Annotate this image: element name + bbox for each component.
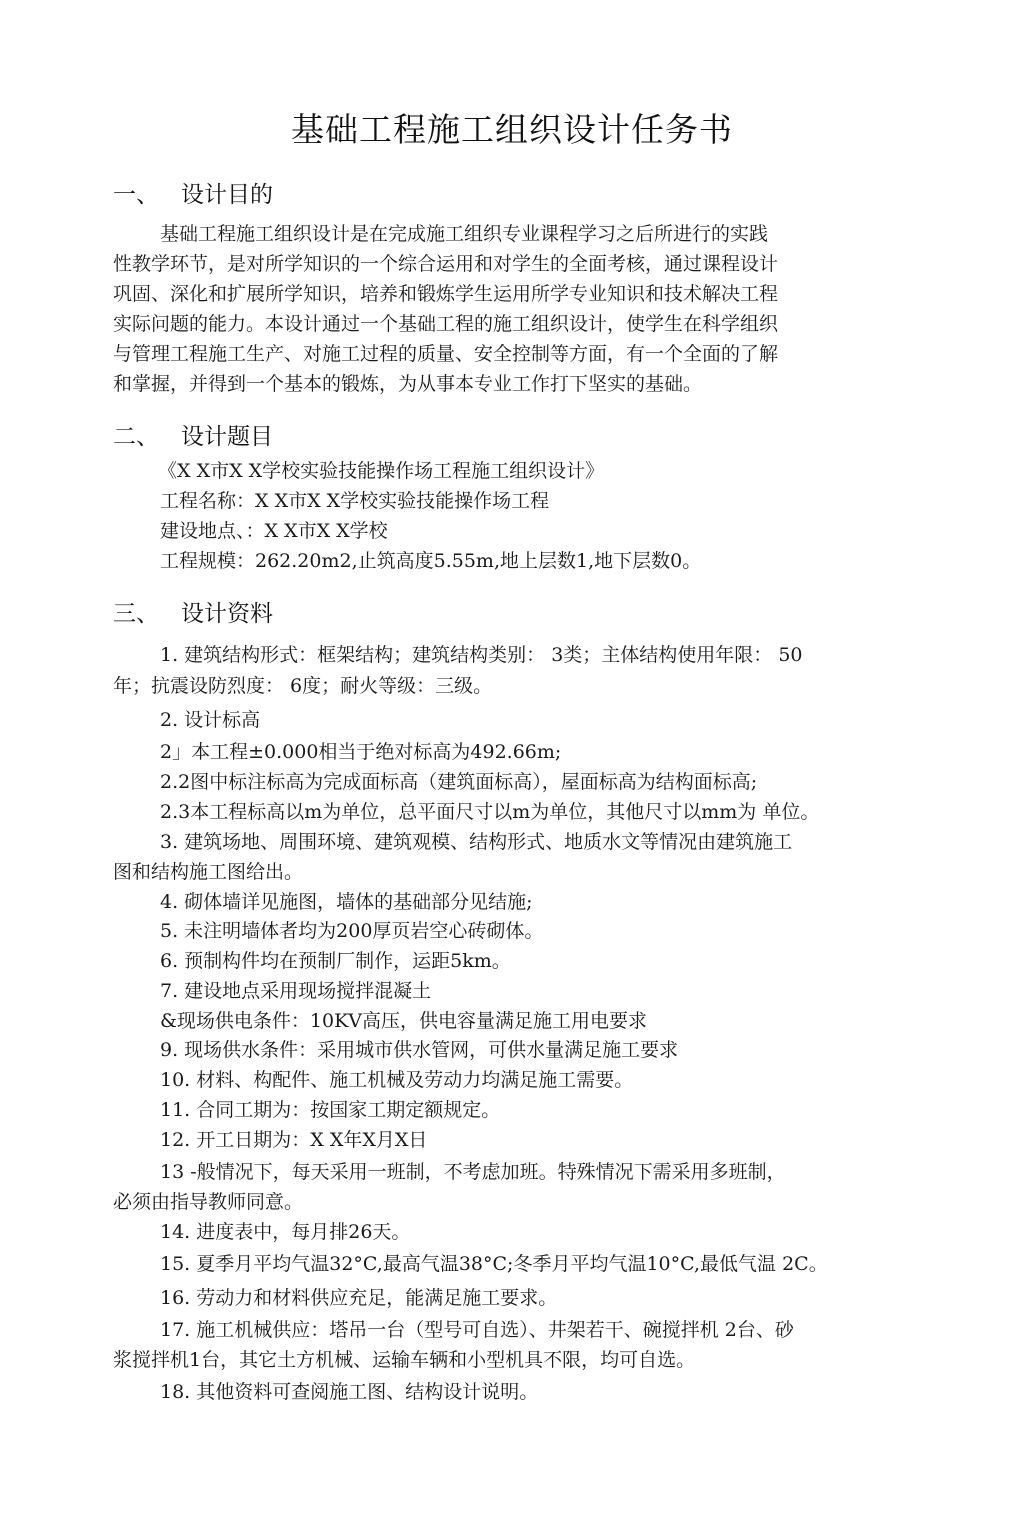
material-item: 11. 合同工期为：按国家工期定额规定。 — [160, 1099, 501, 1121]
topic-line: 《X X市X X学校实验技能操作场工程施工组织设计》 — [158, 460, 605, 482]
section-title: 设计题目 — [181, 424, 273, 450]
topic-line: 工程规模：262.20m2,止筑高度5.55m,地上层数1,地下层数0。 — [160, 550, 702, 572]
paragraph-line: 基础工程施工组织设计是在完成施工组织专业课程学习之后所进行的实践 — [160, 223, 769, 245]
material-item: 5. 未注明墙体者均为200厚页岩空心砖砌体。 — [160, 920, 544, 942]
section-number: 一、 — [113, 182, 159, 208]
section-heading-topic — [113, 418, 273, 451]
material-item: 18. 其他资料可查阅施工图、结构设计说明。 — [160, 1381, 539, 1403]
section-number: 三、 — [113, 601, 159, 627]
material-item: 浆搅拌机1台，其它土方机械、运输车辆和小型机具不限，均可自选。 — [113, 1349, 696, 1371]
paragraph-line: 实际问题的能力。本设计通过一个基础工程的施工组织设计，使学生在科学组织 — [113, 313, 779, 335]
paragraph-line: 和掌握，并得到一个基本的锻炼，为从事本专业工作打下坚实的基础。 — [113, 373, 703, 395]
material-item: 6. 预制构件均在预制厂制作，运距5km。 — [160, 950, 511, 972]
section-heading-materials — [113, 595, 273, 628]
material-item: 必须由指导教师同意。 — [113, 1191, 304, 1213]
paragraph-line: 与管理工程施工生产、对施工过程的质量、安全控制等方面，有一个全面的了解 — [113, 343, 779, 365]
paragraph-line: 巩固、深化和扩展所学知识，培养和锻炼学生运用所学专业知识和技术解决工程 — [113, 283, 779, 305]
material-item: 2.3本工程标高以m为单位，总平面尺寸以m为单位，其他尺寸以mm为 单位。 — [160, 801, 820, 823]
material-item: 2」本工程±0.000相当于绝对标高为492.66m; — [160, 741, 562, 763]
material-item: 4. 砌体墙详见施图，墙体的基础部分见结施; — [160, 891, 533, 913]
material-item: 14. 进度表中，每月排26天。 — [160, 1221, 411, 1243]
section-heading-purpose — [113, 176, 273, 209]
material-item: 15. 夏季月平均气温32°C,最高气温38°C;冬季月平均气温10°C,最低气温 2C。 — [160, 1253, 828, 1275]
topic-line: 建设地点、：X X市X X学校 — [160, 520, 388, 542]
section-title: 设计资料 — [181, 601, 273, 627]
material-item: 3. 建筑场地、周围环境、建筑观模、结构形式、地质水文等情况由建筑施工 — [160, 831, 793, 853]
material-item: 9. 现场供水条件：采用城市供水管网，可供水量满足施工要求 — [160, 1039, 679, 1061]
material-item: 年；抗震设防烈度： 6度；耐火等级：三级。 — [113, 675, 493, 697]
material-item: 16. 劳动力和材料供应充足，能满足施工要求。 — [160, 1287, 558, 1309]
material-item: 2. 设计标高 — [160, 709, 261, 731]
material-item: 12. 开工日期为：X X年X月X日 — [160, 1129, 428, 1151]
material-item: 2.2图中标注标高为完成面标高（建筑面标高），屋面标高为结构面标高; — [160, 771, 758, 793]
material-item: 图和结构施工图给出。 — [113, 861, 304, 883]
topic-line: 工程名称：X X市X X学校实验技能操作场工程 — [160, 490, 550, 512]
material-item: 1. 建筑结构形式：框架结构；建筑结构类别： 3类；主体结构使用年限： 50 — [160, 644, 803, 666]
document-title: 基础工程施工组织设计任务书 — [291, 110, 733, 149]
material-item: 17. 施工机械供应：塔吊一台（型号可自选）、井架若干、碗搅拌机 2台、砂 — [160, 1319, 794, 1341]
material-item: 7. 建设地点采用现场搅拌混凝土 — [160, 980, 432, 1002]
material-item: 10. 材料、构配件、施工机械及劳动力均满足施工需要。 — [160, 1069, 634, 1091]
paragraph-line: 性教学环节，是对所学知识的一个综合运用和对学生的全面考核，通过课程设计 — [113, 253, 779, 275]
material-item: 13 -般情况下，每天采用一班制，不考虑加班。特殊情况下需采用多班制， — [160, 1161, 786, 1183]
section-title: 设计目的 — [181, 182, 273, 208]
material-item: &现场供电条件：10KV高压，供电容量满足施工用电要求 — [160, 1010, 648, 1032]
section-number: 二、 — [113, 424, 159, 450]
